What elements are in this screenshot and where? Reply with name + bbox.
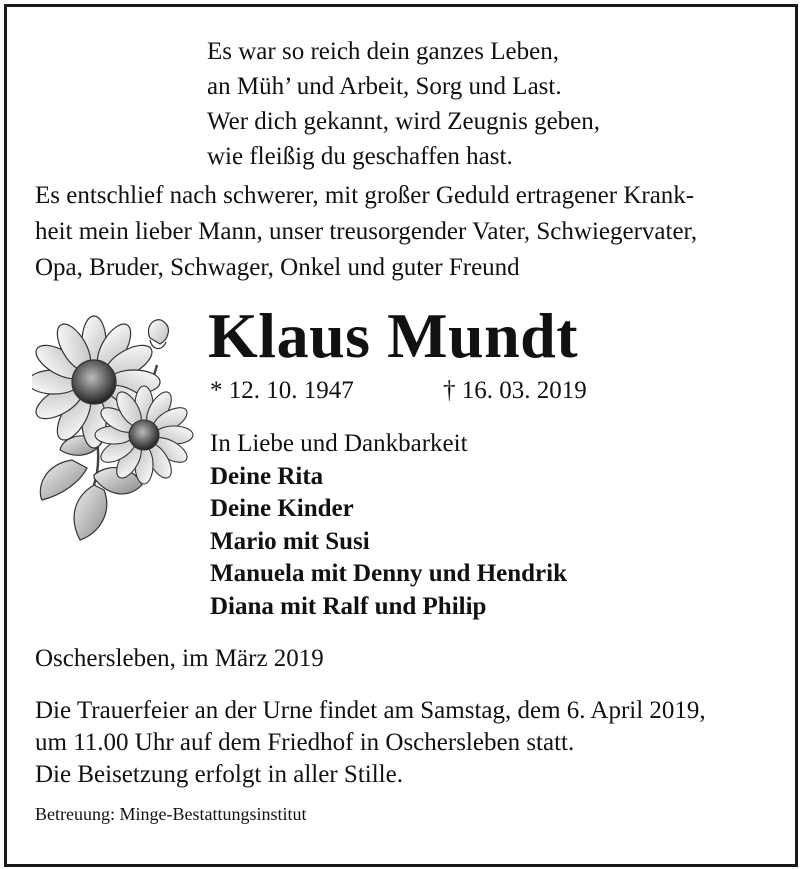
deceased-name: Klaus Mundt <box>208 300 579 371</box>
death-announcement <box>35 178 775 286</box>
place-date: Oschersleben, im März 2019 <box>35 645 324 672</box>
sunflower-icon <box>32 310 197 555</box>
service-line: Die Trauerfeier an der Urne findet am Samstag, dem 6. April 2019, <box>35 697 706 724</box>
poem-line: Wer dich gekannt, wird Zeugnis geben, <box>207 108 601 135</box>
announcement-line: heit mein lieber Mann, unser treusorgender Vater, Schwiegervater, <box>35 218 698 245</box>
poem-line: Es war so reich dein ganzes Leben, <box>207 38 559 65</box>
poem-line: wie fleißig du geschaffen hast. <box>207 143 513 170</box>
service-line: um 11.00 Uhr auf dem Friedhof in Oschersleben statt. <box>35 729 575 756</box>
service-line: Die Beisetzung erfolgt in aller Stille. <box>35 761 403 788</box>
death-date: † 16. 03. 2019 <box>443 377 587 404</box>
funeral-service-info <box>35 695 706 791</box>
mourners-intro: In Liebe und Dankbarkeit <box>210 430 468 457</box>
mourner-name: Deine Rita <box>210 462 324 490</box>
announcement-line: Es entschlief nach schwerer, mit großer Geduld ertragener Krank- <box>35 182 695 209</box>
announcement-line: Opa, Bruder, Schwager, Onkel und guter Freund <box>35 254 520 281</box>
mourner-name: Deine Kinder <box>210 495 354 522</box>
mourner-name: Mario mit Susi <box>210 527 370 555</box>
mourner-name: Diana mit Ralf und Philip <box>210 592 487 620</box>
mourner-name: Manuela mit Denny und Hendrik <box>210 560 568 587</box>
poem-line: an Müh’ und Arbeit, Sorg und Last. <box>207 73 562 100</box>
memorial-poem <box>207 34 600 174</box>
birth-date: * 12. 10. 1947 <box>210 377 354 404</box>
undertaker-credit: Betreuung: Minge-Bestattungsinstitut <box>35 804 307 824</box>
mourners-list <box>210 428 567 623</box>
